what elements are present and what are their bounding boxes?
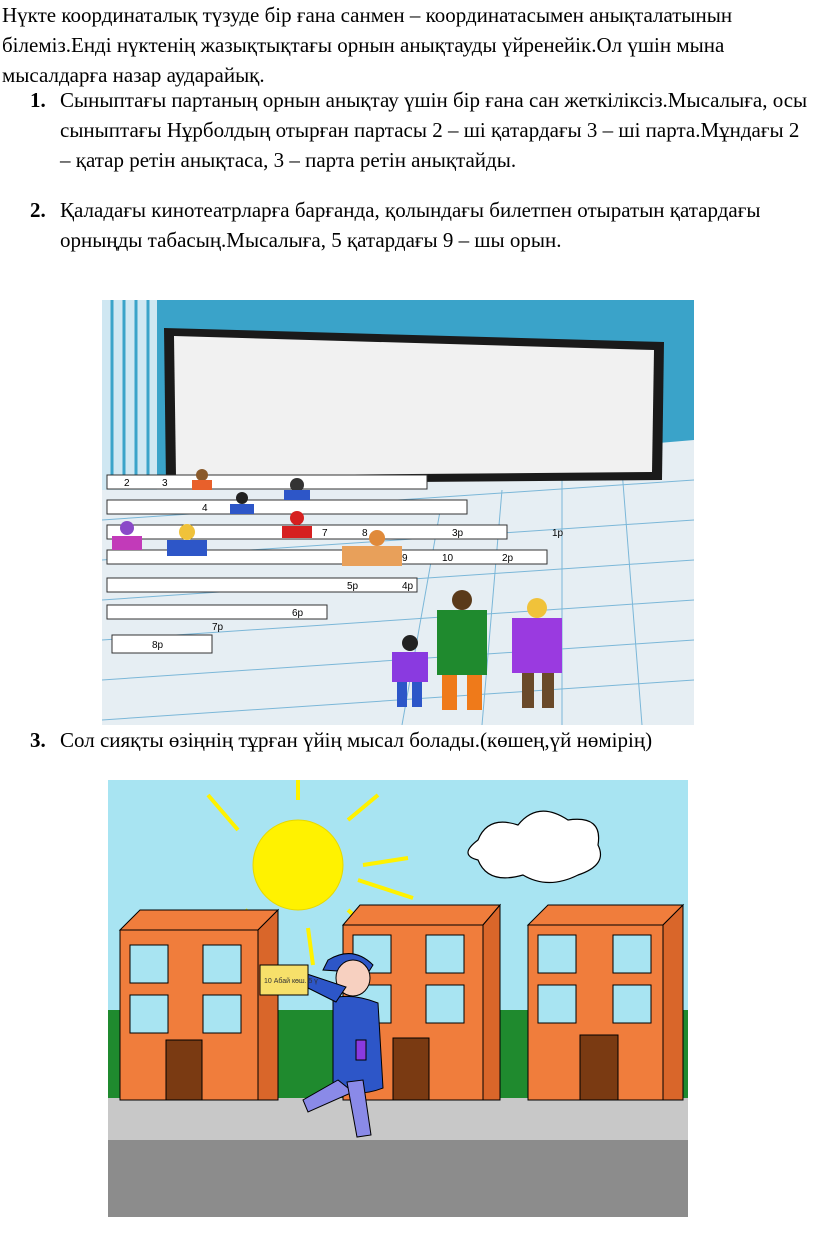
seat-label: 7 — [322, 528, 328, 539]
list-text: Қаладағы кинотеатрларға барғанда, қолындағы билетпен отыратын қатардағы орныңды табасың.Мысалыға, 5 қатардағы 9 – шы орын. — [60, 198, 761, 252]
intro-paragraph: Нүкте координаталық түзуде бір ғана санмен – координатасымен анықталатынын білеміз.Енді нүктенің жазықтықтағы орнын анықтауды үйренейік.Ол үшін мына мысалдарға назар аударайық. — [2, 3, 733, 87]
list-number: 2. — [30, 198, 46, 222]
seat-label: 3 — [162, 478, 168, 489]
list-number: 3. — [30, 728, 46, 752]
seat-label: 7р — [212, 622, 224, 633]
seat-label: 6р — [292, 608, 304, 619]
list-number: 1. — [30, 88, 46, 112]
list-item-2 — [30, 195, 810, 255]
list-item-3 — [30, 725, 810, 755]
seat-label: 1р — [552, 528, 564, 539]
seat-label: 8 — [362, 528, 368, 539]
seat-label: 4р — [402, 581, 414, 592]
street-illustration — [108, 780, 688, 1217]
cinema-illustration — [102, 300, 694, 725]
seat-label: 5р — [347, 581, 359, 592]
list-text: Сол сияқты өзіңнің тұрған үйің мысал болады.(көшең,үй нөмірің) — [60, 728, 653, 752]
seat-label: 9 — [402, 553, 408, 564]
seat-label: 3р — [452, 528, 464, 539]
seat-label: 4 — [202, 503, 208, 514]
seat-label: 8р — [152, 640, 164, 651]
seat-label: 2р — [502, 553, 514, 564]
seat-label: 10 — [442, 553, 454, 564]
seat-label: 2 — [124, 478, 130, 489]
list-item-1 — [30, 85, 810, 205]
envelope-address: 10 Абай көш. 5 ү — [264, 978, 318, 985]
list-text: Сыныптағы партаның орнын анықтау үшін бір ғана сан жеткіліксіз.Мысалыға, осы сыныптағы Нұрболдың отырған партасы 2 – ші қатардағы 3 – ші парта.Мұндағы 2 – қатар ретін анықтаса, 3 – парта ретін анықтайды. — [60, 88, 808, 172]
